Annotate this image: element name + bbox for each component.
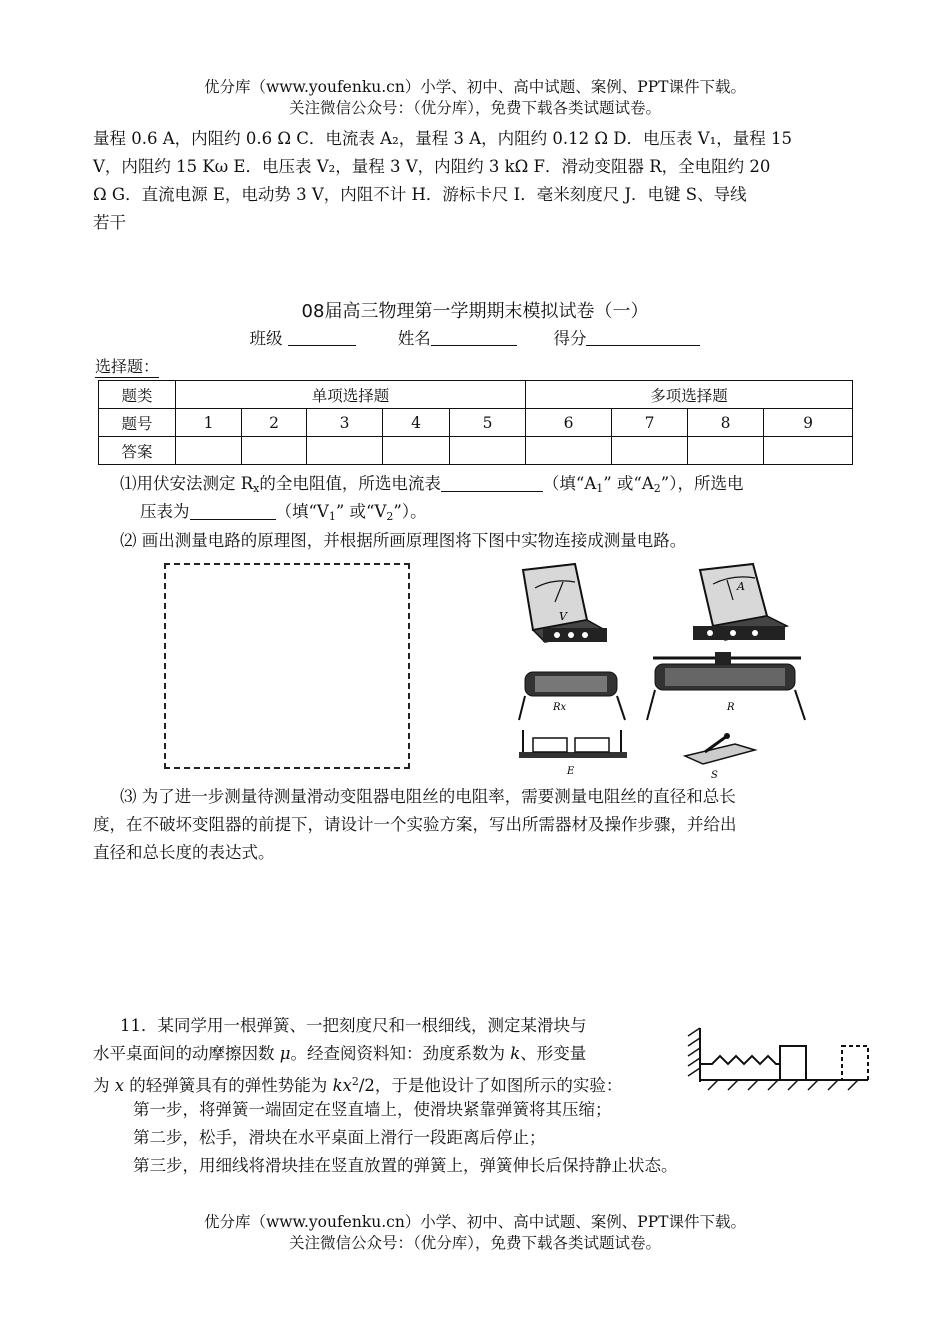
footer-line-2: 关注微信公众号：（优分库），免费下载各类试题试卷。	[288, 1234, 661, 1252]
name-label: 姓名	[397, 329, 431, 348]
question-number: 3	[307, 409, 383, 437]
question-11-line-1: 11．某同学用一根弹簧、一把刻度尺和一根细线，测定某滑块与	[120, 1016, 587, 1035]
q11-kx: kx	[332, 1076, 352, 1095]
voltmeter-icon	[523, 564, 607, 642]
question-3-line-2: 度，在不破坏变阻器的前提下，请设计一个实验方案，写出所需器材及操作步骤，并给出	[93, 815, 737, 834]
r-label: R	[727, 702, 735, 713]
q1-sub-1: 1	[596, 482, 604, 495]
q11-text-3b: 的轻弹簧具有的弹性势能为	[124, 1076, 333, 1095]
q11-sup-2: 2	[351, 1075, 359, 1088]
answer-table	[98, 380, 853, 465]
e-label: E	[567, 766, 575, 777]
circuit-diagram-box[interactable]	[164, 563, 410, 769]
table-surface-icon	[700, 1080, 868, 1090]
row-label-type: 题类	[99, 381, 176, 409]
question-11-step-3: 第三步，用细线将滑块挂在竖直放置的弹簧上，弹簧伸长后保持静止状态。	[133, 1156, 678, 1175]
answer-cell[interactable]	[526, 437, 612, 465]
answer-cell[interactable]	[612, 437, 688, 465]
table-row	[99, 381, 853, 409]
question-11-step-1: 第一步，将弹簧一端固定在竖直墙上，使滑块紧靠弹簧将其压缩；	[133, 1100, 612, 1119]
answer-cell[interactable]	[176, 437, 242, 465]
question-3-line-3: 直径和总长度的表达式。	[93, 843, 275, 862]
question-number: 9	[764, 409, 853, 437]
q1-text-i: ”）。	[393, 502, 427, 521]
question-11-line-2	[93, 1040, 586, 1068]
block-icon	[780, 1046, 806, 1080]
answer-cell[interactable]	[383, 437, 450, 465]
question-number: 6	[526, 409, 612, 437]
question-number: 8	[688, 409, 764, 437]
spring-icon	[700, 1056, 780, 1064]
intro-line-4: 若干	[93, 213, 126, 232]
q1-text-e: ”），所选电	[660, 474, 744, 493]
answer-cell[interactable]	[242, 437, 307, 465]
spring-block-diagram	[684, 1022, 870, 1094]
score-blank[interactable]	[586, 329, 700, 346]
header-line-2: 关注微信公众号：（优分库），免费下载各类试题试卷。	[288, 99, 661, 117]
answer-cell[interactable]	[764, 437, 853, 465]
single-choice-header: 单项选择题	[176, 381, 526, 409]
rx-resistor-icon	[519, 672, 625, 720]
q11-x: x	[114, 1076, 125, 1095]
row-label-answer: 答案	[99, 437, 176, 465]
table-row	[99, 409, 853, 437]
q1-number: ⑴	[120, 474, 137, 493]
switch-icon	[685, 733, 755, 781]
battery-icon	[519, 730, 627, 777]
q1-text-f: 压表为	[140, 502, 190, 521]
ammeter-icon	[693, 564, 787, 640]
q11-text-2b: 。经查阅资料知：劲度系数为	[290, 1044, 511, 1063]
s-label: S	[711, 770, 718, 781]
q1-text-a: 用伏安法测定 R	[136, 474, 254, 493]
q11-text-3a: 为	[93, 1076, 115, 1095]
question-number: 2	[242, 409, 307, 437]
answer-cell[interactable]	[307, 437, 383, 465]
student-info	[0, 325, 950, 349]
question-2: ⑵ 画出测量电路的原理图，并根据所画原理图将下图中实物连接成测量电路。	[120, 531, 687, 550]
intro-line-2: V，内阻约 15 Kω E．电压表 V₂，量程 3 V，内阻约 3 kΩ F．滑动变阻器 R，全电阻约 20	[93, 157, 771, 176]
answer-cell[interactable]	[450, 437, 526, 465]
answer-cell[interactable]	[688, 437, 764, 465]
block-final-position-icon	[842, 1046, 868, 1080]
voltmeter-answer-blank[interactable]	[190, 504, 276, 520]
q1-text-g: （填“V	[275, 502, 329, 521]
voltmeter-label: V	[559, 610, 567, 623]
q11-text-3c: /2，于是他设计了如图所示的实验：	[358, 1076, 623, 1095]
class-blank[interactable]	[288, 329, 356, 346]
q1-text-d: ” 或“A	[603, 474, 654, 493]
apparatus-illustration	[505, 560, 825, 782]
q1-sub-v2: 2	[386, 510, 394, 523]
q1-text-b: 的全电阻值，所选电流表	[259, 474, 441, 493]
name-blank[interactable]	[431, 329, 517, 346]
q1-sub-v1: 1	[328, 510, 336, 523]
ammeter-label: A	[737, 580, 745, 593]
section-title	[95, 354, 159, 378]
rx-label: Rx	[553, 702, 567, 713]
q1-sub-2: 2	[653, 482, 661, 495]
q11-text-2c: 、形变量	[520, 1044, 587, 1063]
table-row	[99, 437, 853, 465]
rheostat-icon	[647, 652, 805, 720]
q11-text-2a: 水平桌面间的动摩擦因数	[93, 1044, 280, 1063]
q11-mu: μ	[279, 1044, 291, 1063]
footer-line-1: 优分库（www.youfenku.cn）小学、初中、高中试题、案例、PPT课件下载。	[203, 1213, 747, 1231]
q1-text-c: （填“A	[542, 474, 597, 493]
q1-text-h: ” 或“V	[335, 502, 387, 521]
class-label: 班级	[249, 329, 283, 348]
question-number: 7	[612, 409, 688, 437]
question-number: 5	[450, 409, 526, 437]
q1-sub-x: x	[253, 482, 260, 495]
exam-title: 08届高三物理第一学期期末模拟试卷（一）	[301, 301, 649, 322]
header-line-1: 优分库（www.youfenku.cn）小学、初中、高中试题、案例、PPT课件下载。	[203, 78, 747, 96]
question-number: 1	[176, 409, 242, 437]
row-label-number: 题号	[99, 409, 176, 437]
section-label: 选择题：	[95, 354, 159, 378]
multi-choice-header: 多项选择题	[526, 381, 853, 409]
score-label: 得分	[553, 329, 587, 348]
question-3-line-1: ⑶ 为了进一步测量待测量滑动变阻器电阻丝的电阻率，需要测量电阻丝的直径和总长	[120, 787, 736, 806]
intro-line-3: Ω G．直流电源 E，电动势 3 V，内阻不计 H．游标卡尺 I．毫米刻度尺 J．电键 S、导线	[93, 185, 747, 204]
ammeter-answer-blank[interactable]	[441, 476, 543, 492]
q11-k: k	[510, 1044, 521, 1063]
question-number: 4	[383, 409, 450, 437]
intro-line-1: 量程 0.6 A，内阻约 0.6 Ω C．电流表 A₂，量程 3 A，内阻约 0.12 Ω D．电压表 V₁，量程 15	[93, 129, 793, 148]
wall-icon	[688, 1028, 700, 1082]
question-11-step-2: 第二步，松手，滑块在水平桌面上滑行一段距离后停止；	[133, 1128, 546, 1147]
